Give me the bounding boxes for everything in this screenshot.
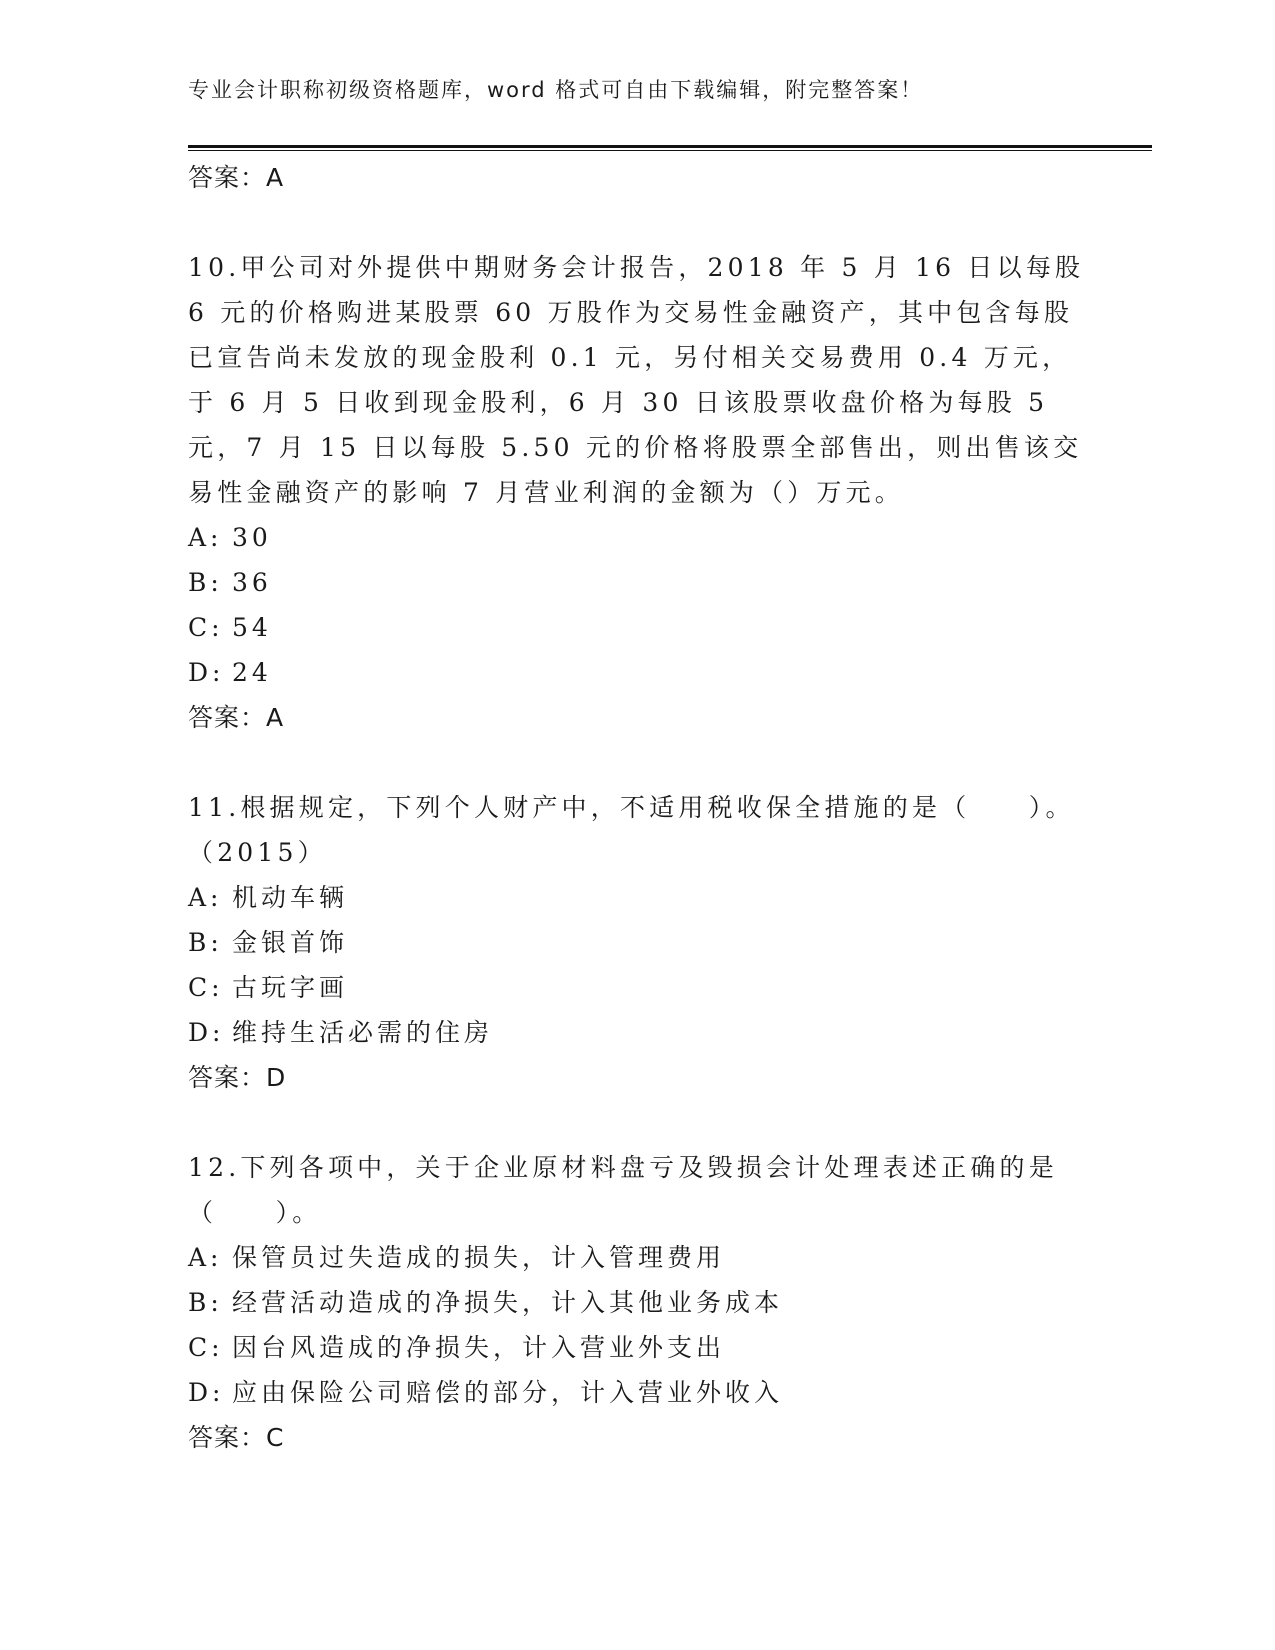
option-text: 经营活动造成的净损失，计入其他业务成本: [232, 1288, 784, 1317]
option-b: [188, 920, 1088, 965]
question-block: [188, 245, 1088, 740]
option-c: [188, 1325, 1088, 1370]
option-letter: D:: [188, 1378, 225, 1407]
option-text: 保管员过失造成的损失，计入管理费用: [232, 1243, 726, 1272]
option-letter: B:: [188, 928, 223, 957]
option-text: 36: [232, 568, 272, 597]
header-rule-thick: [188, 145, 1152, 148]
option-b: [188, 560, 1088, 605]
question-text: 10.甲公司对外提供中期财务会计报告，2018 年 5 月 16 日以每股 6 元的价格购进某股票 60 万股作为交易性金融资产，其中包含每股已宣告尚未发放的现金股利 0.1 元，另付相关交易费用 0.4 万元，于 6 月 5 日收到现金股利，6 月 30 日该股票收盘价格为每股 5 元，7 月 15 日以每股 5.50 元的价格将股票全部售出，则出售该交易性金融资产的影响 7 月营业利润的金额为（）万元。: [188, 253, 1085, 507]
option-letter: B:: [188, 1288, 223, 1317]
option-letter: D:: [188, 658, 225, 687]
header-rule-thin: [188, 150, 1152, 151]
question-text: 11.根据规定，下列个人财产中，不适用税收保全措施的是（ ）。（2015）: [188, 793, 1075, 867]
option-text: 维持生活必需的住房: [232, 1018, 494, 1047]
option-letter: A:: [188, 523, 223, 552]
question-block: [188, 785, 1088, 1100]
option-text: 古玩字画: [232, 973, 349, 1002]
document-body: [188, 155, 1088, 1460]
option-a: [188, 875, 1088, 920]
option-a: [188, 1235, 1088, 1280]
option-letter: A:: [188, 1243, 223, 1272]
option-letter: C:: [188, 973, 224, 1002]
option-d: [188, 1010, 1088, 1055]
option-text: 24: [232, 658, 272, 687]
option-text: 30: [232, 523, 272, 552]
option-text: 54: [232, 613, 272, 642]
option-text: 应由保险公司赔偿的部分，计入营业外收入: [232, 1378, 784, 1407]
answer-line: 答案：A: [188, 163, 285, 192]
answer-line: 答案：A: [188, 703, 285, 732]
answer-line: 答案：C: [188, 1423, 285, 1452]
option-letter: A:: [188, 883, 223, 912]
option-d: [188, 1370, 1088, 1415]
option-letter: C:: [188, 1333, 224, 1362]
question-block: [188, 1145, 1088, 1460]
option-b: [188, 1280, 1088, 1325]
question-text: 12.下列各项中，关于企业原材料盘亏及毁损会计处理表述正确的是（ ）。: [188, 1153, 1058, 1227]
option-c: [188, 965, 1088, 1010]
answer-line: 答案：D: [188, 1063, 287, 1092]
option-text: 因台风造成的净损失，计入营业外支出: [232, 1333, 726, 1362]
page-header: 专业会计职称初级资格题库，word 格式可自由下载编辑，附完整答案！: [188, 78, 924, 102]
option-d: [188, 650, 1088, 695]
option-text: 机动车辆: [232, 883, 349, 912]
option-letter: D:: [188, 1018, 225, 1047]
option-text: 金银首饰: [232, 928, 349, 957]
option-a: [188, 515, 1088, 560]
option-letter: C:: [188, 613, 224, 642]
option-letter: B:: [188, 568, 223, 597]
option-c: [188, 605, 1088, 650]
